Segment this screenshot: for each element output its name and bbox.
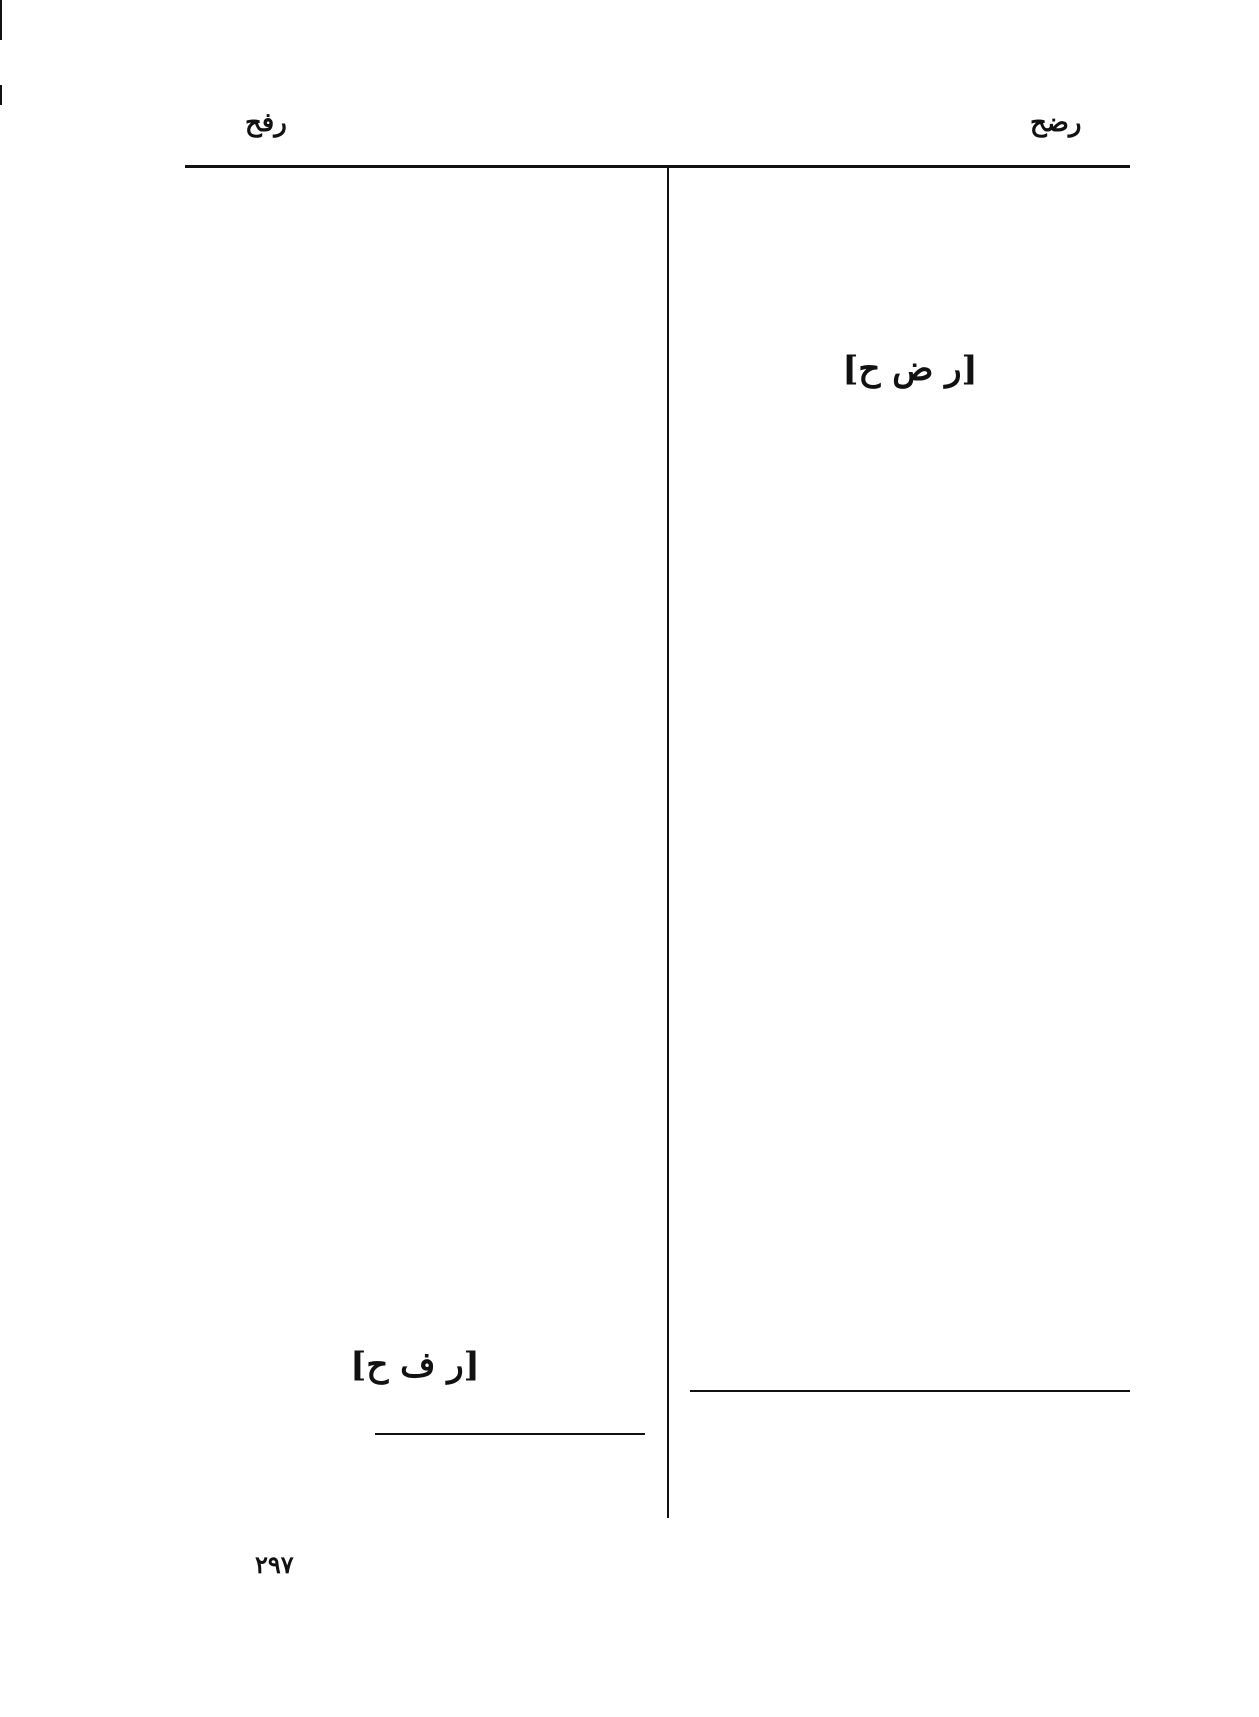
verse-line [690, 701, 1130, 753]
footnote [690, 1426, 1130, 1454]
verse-line [185, 381, 645, 433]
left-paragraph [185, 1045, 645, 1105]
right-paragraph [690, 185, 1130, 245]
left-paragraph [185, 909, 645, 969]
right-paragraph [690, 1493, 1130, 1553]
footnote [375, 1470, 645, 1498]
footnote-rule [375, 1433, 645, 1435]
left-paragraph [185, 705, 645, 765]
footnote [690, 1398, 1130, 1426]
left-paragraph [185, 773, 645, 833]
left-paragraph [185, 509, 645, 569]
column-divider [667, 168, 669, 1518]
page-number: ٢٩٧ [255, 1550, 294, 1579]
right-paragraph [690, 1153, 1130, 1213]
footnote [375, 1442, 645, 1470]
left-column [185, 185, 645, 1561]
left-paragraph [185, 185, 645, 245]
header-right-word: رضح [1030, 108, 1082, 138]
left-paragraph [185, 1249, 645, 1309]
header-left-word: رفح [245, 108, 287, 138]
scan-edge-mark [0, 85, 2, 105]
left-paragraph [185, 841, 645, 901]
right-paragraph [690, 1221, 1130, 1281]
right-paragraph [690, 1085, 1130, 1145]
left-paragraph [185, 977, 645, 1037]
root-heading: [ر ض ح] [842, 349, 978, 389]
footnote [690, 1454, 1130, 1482]
left-footnotes [375, 1442, 645, 1498]
header-rule [185, 165, 1130, 168]
right-paragraph [690, 1289, 1130, 1349]
right-paragraph [690, 821, 1130, 881]
right-column [690, 185, 1130, 1561]
left-paragraph [185, 441, 645, 501]
left-paragraph [185, 1181, 645, 1241]
footnote-rule [690, 1390, 1130, 1392]
left-paragraph [185, 253, 645, 313]
verse-line [690, 889, 1130, 941]
right-paragraph [690, 497, 1130, 557]
left-paragraph [185, 1493, 645, 1553]
left-paragraph [185, 1113, 645, 1173]
root-heading: [ر ف ح] [350, 1345, 480, 1385]
right-paragraph [690, 1017, 1130, 1077]
verse-line [185, 645, 645, 697]
right-paragraph [690, 253, 1130, 313]
right-paragraph [690, 429, 1130, 489]
scan-edge-mark [0, 0, 2, 40]
verse-line [690, 761, 1130, 813]
right-paragraph [690, 633, 1130, 693]
right-paragraph [690, 565, 1130, 625]
right-paragraph [690, 949, 1130, 1009]
verse-line [185, 321, 645, 373]
right-footnotes [690, 1398, 1130, 1482]
left-paragraph [185, 577, 645, 637]
